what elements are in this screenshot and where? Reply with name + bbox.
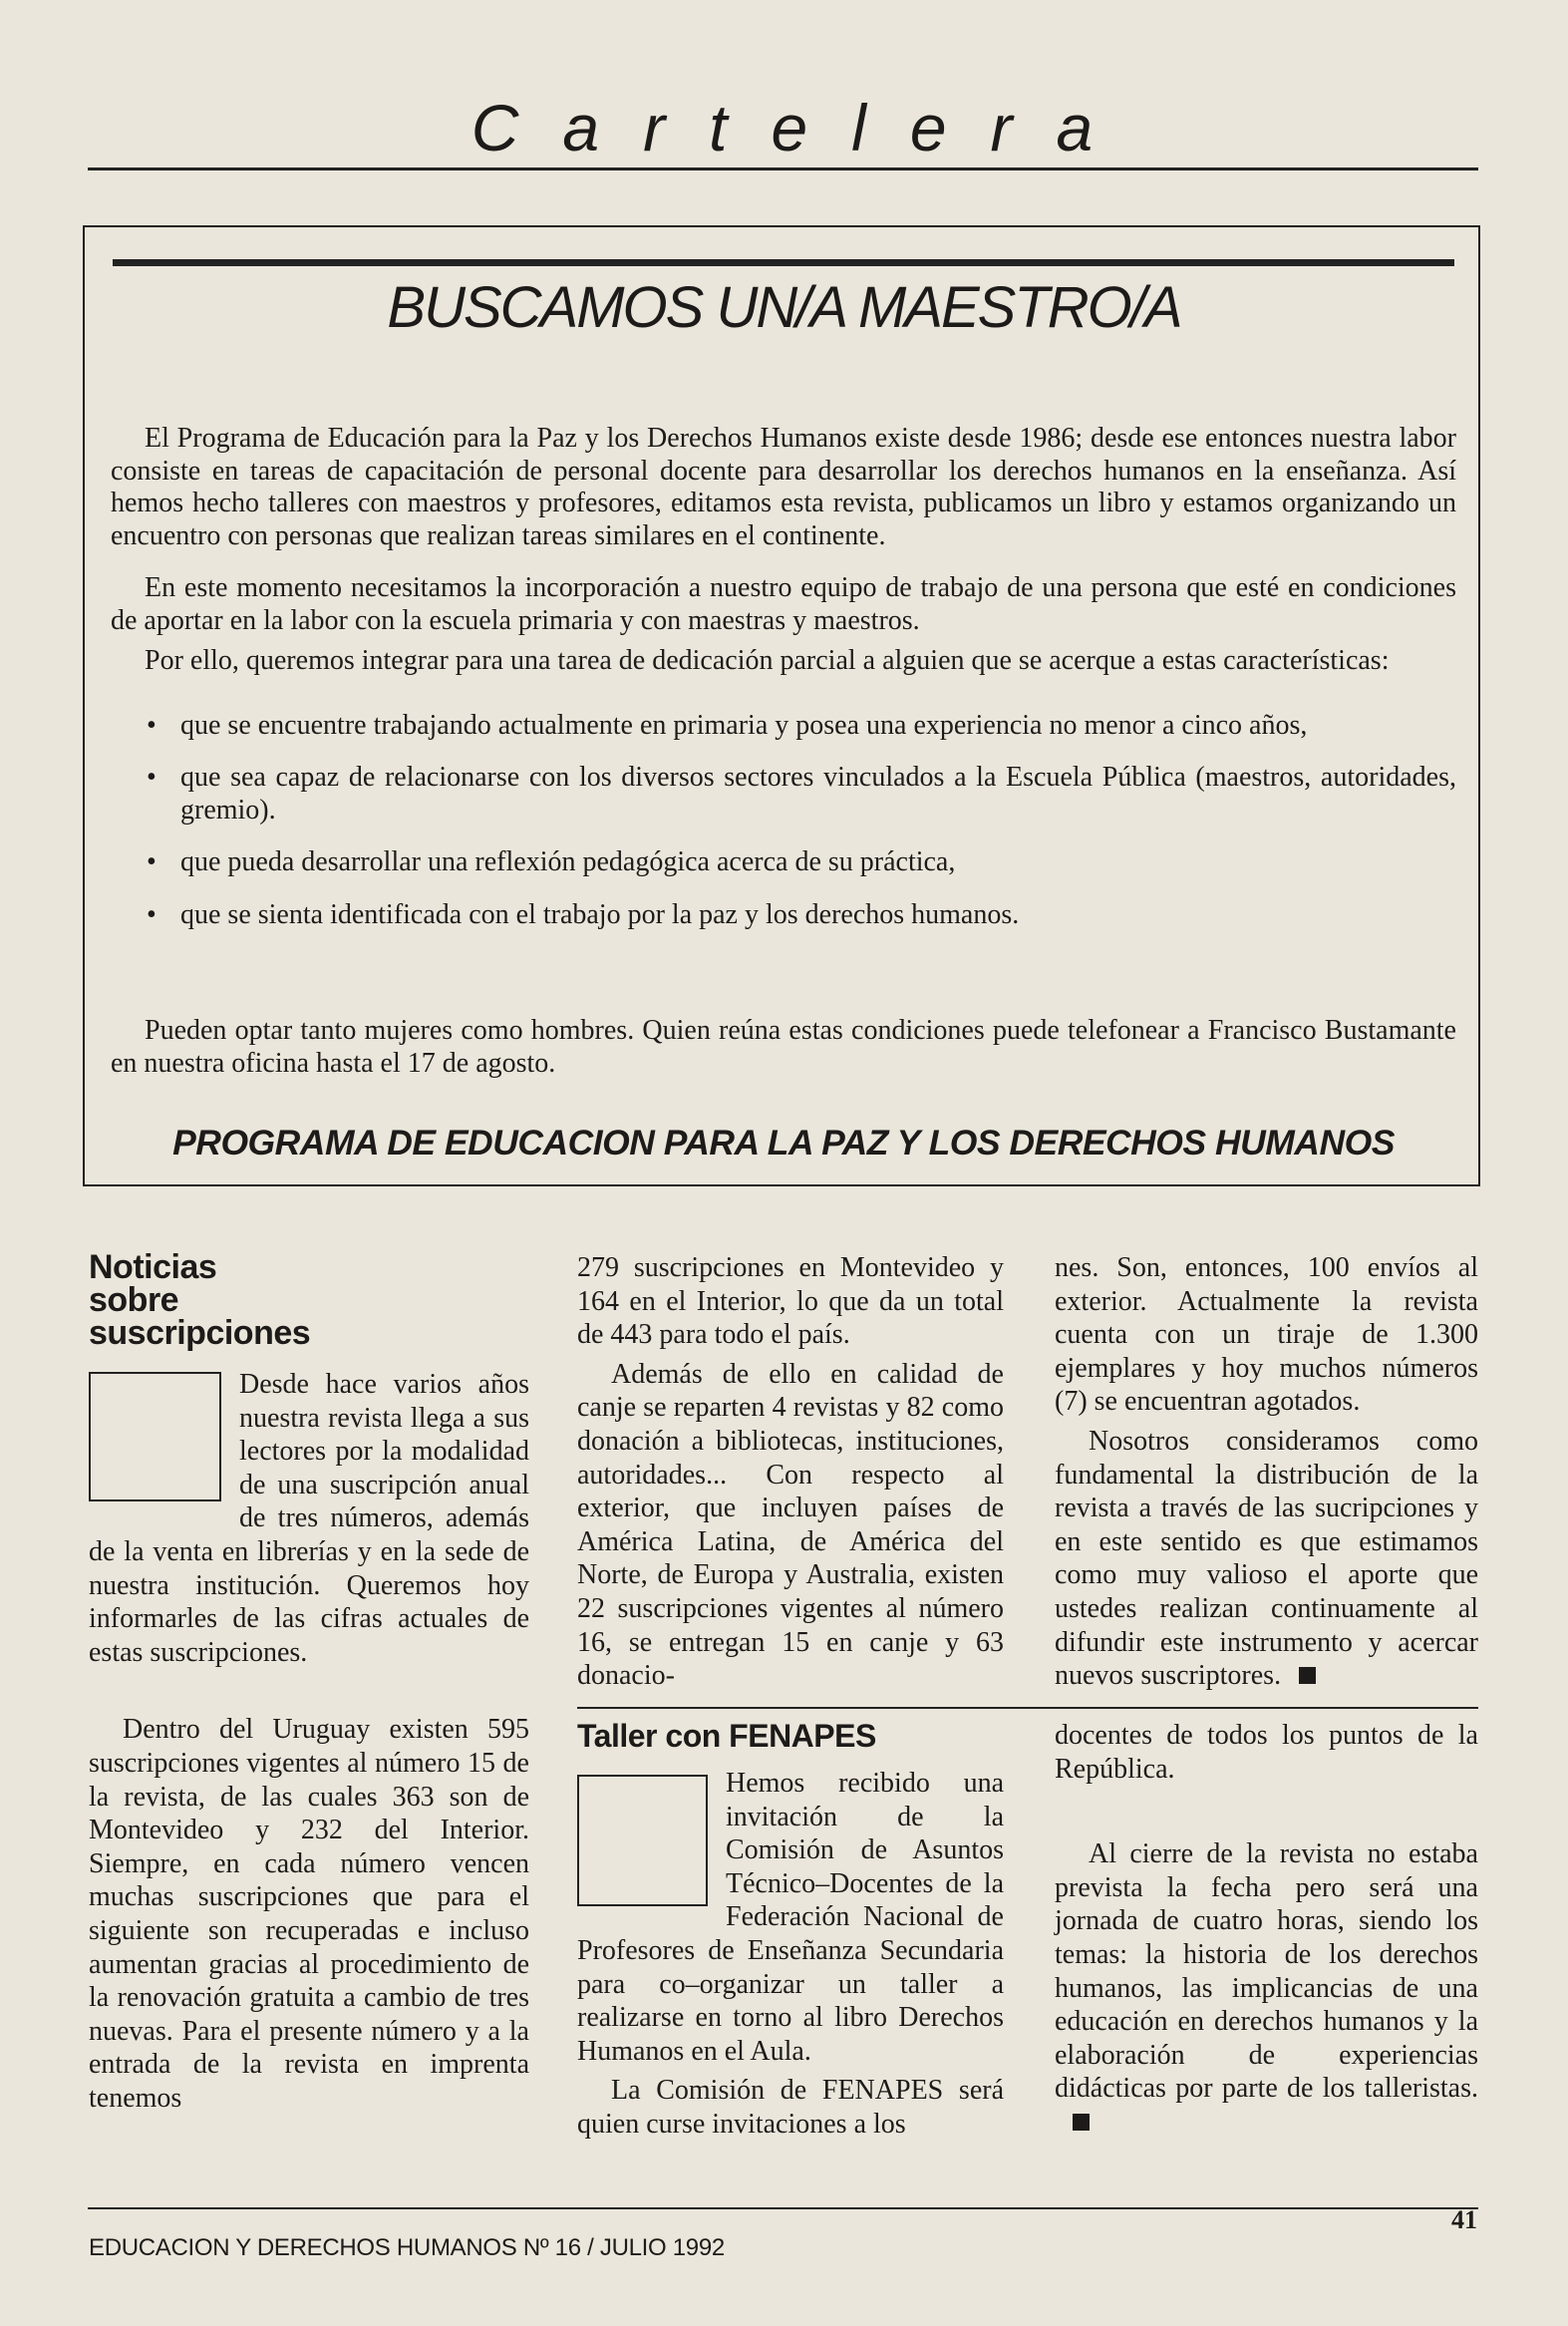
noticias-column-2 <box>577 1251 1004 1693</box>
paragraph-text: Al cierre de la revista no estaba prevista la fecha pero será una jornada de cuatro horas, siendo los temas: la historia de los derechos humanos, las implicancias de una educación en derechos humanos y la elaboración de experiencias didácticas por parte de los talleristas. <box>1055 1838 1478 2105</box>
list-item <box>111 899 1456 932</box>
taller-paragraph: La Comisión de FENAPES será quien curse invitaciones a los <box>577 2075 1004 2140</box>
section-title: Cartelera <box>470 91 1137 165</box>
noticias-paragraph: Además de ello en calidad de canje se reparten 4 revistas y 82 como donación a bibliotecas, instituciones, autoridades... Con respecto al exterior, que incluyen países de América Latina, de América del Norte, de Europa y Australia, existen 22 suscripciones vigentes al número 16, se entregan 15 en canje y 63 donacio- <box>577 1358 1004 1692</box>
ad-paragraph: En este momento necesitamos la incorporación a nuestro equipo de trabajo de una persona que esté en condiciones de aportar en la labor con la escuela primaria y con maestras y maestros. <box>111 572 1456 636</box>
list-item <box>111 762 1456 827</box>
taller-heading: Taller con FENAPES <box>577 1718 876 1754</box>
list-item-text: que se sienta identificada con el trabajo por la paz y los derechos humanos. <box>180 898 1020 930</box>
ad-signature: PROGRAMA DE EDUCACION PARA LA PAZ Y LOS DERECHOS HUMANOS <box>172 1123 1395 1163</box>
footer-rule <box>88 2207 1478 2209</box>
heading-line: Noticias <box>89 1248 217 1286</box>
noticias-paragraph <box>1055 1425 1478 1693</box>
noticias-heading <box>89 1248 529 1352</box>
ad-closing-paragraph: Pueden optar tanto mujeres como hombres. Quien reúna estas condiciones puede telefonear a Francisco Bustamante en nuestra oficina hasta el 17 de agosto. <box>111 1015 1456 1079</box>
bullet: • <box>147 762 157 793</box>
publication-footer: EDUCACION Y DERECHOS HUMANOS Nº 16 / JULIO 1992 <box>89 2234 725 2261</box>
taller-column-2 <box>1055 1719 1478 2140</box>
noticias-paragraph: 279 suscripciones en Montevideo y 164 en el Interior, lo que da un total de 443 para todo el país. <box>577 1252 1004 1351</box>
ad-paragraph: Por ello, queremos integrar para una tarea de dedicación parcial a alguien que se acerque a estas características: <box>145 645 1390 676</box>
bullet: • <box>147 898 157 930</box>
list-item <box>111 846 1456 879</box>
heading-line: suscripciones <box>89 1314 311 1352</box>
noticias-paragraph: nes. Son, entonces, 100 envíos al exterior. Actualmente la revista cuenta con un tiraje de 1.300 ejemplares y hoy muchos números (7) se encuentran agotados. <box>1055 1252 1478 1418</box>
heading-line: sobre <box>89 1281 179 1319</box>
ad-title: BUSCAMOS UN/A MAESTRO/A <box>387 275 1181 340</box>
bullet: • <box>147 709 157 741</box>
page-number: 41 <box>1451 2205 1477 2234</box>
ad-requirements-list <box>111 710 1456 932</box>
section-divider <box>577 1707 1478 1709</box>
noticias-paragraph: Desde hace varios años nuestra revista llega a sus lectores por la modalidad de una suscripción anual de tres números, además de la venta en librerías y en la sede de nuestra institución. Queremos hoy informarles de las cifras actuales de estas suscripciones. <box>89 1369 529 1668</box>
list-item-text: que sea capaz de relacionarse con los diversos sectores vinculados a la Escuela Pública (maestros, autoridades, gremio). <box>180 762 1456 826</box>
end-mark <box>1073 2114 1090 2131</box>
drop-cap-box <box>577 1775 708 1906</box>
bullet: • <box>147 846 157 877</box>
noticias-paragraph: Dentro del Uruguay existen 595 suscripciones vigentes al número 15 de la revista, de las cuales 363 son de Montevideo y 232 del Interior. Siempre, en cada número vencen muchas suscripciones que para el siguiente son recuperadas e incluso aumentan gracias al procedimiento de la renovación gratuita a cambio de tres nuevas. Para el presente número y a la entrada de la revista en imprenta tenemos <box>89 1714 529 2114</box>
drop-cap-box <box>89 1372 221 1501</box>
list-item <box>111 710 1456 743</box>
ad-body <box>111 423 1456 959</box>
ad-top-rule <box>113 259 1454 266</box>
taller-paragraph: Hemos recibido una invitación de la Comisión de Asuntos Técnico–Docentes de la Federación Nacional de Profesores de Enseñanza Secundaria para co–organizar un taller a realizarse en torno al libro Derechos Humanos en el Aula. <box>577 1768 1004 2067</box>
end-mark <box>1299 1667 1316 1684</box>
header-rule <box>88 167 1478 170</box>
taller-paragraph: docentes de todos los puntos de la República. <box>1055 1720 1478 1785</box>
taller-paragraph <box>1055 1837 1478 2139</box>
noticias-column-1 <box>89 1248 529 2115</box>
list-item-text: que se encuentre trabajando actualmente en primaria y posea una experiencia no menor a cinco años, <box>180 709 1308 741</box>
list-item-text: que pueda desarrollar una reflexión pedagógica acerca de su práctica, <box>180 846 956 877</box>
taller-column <box>577 1720 1004 2142</box>
paragraph-text: Nosotros consideramos como fundamental la distribución de la revista a través de las sucripciones y en este sentido es que estimamos como muy valioso el aporte que ustedes realizan continuamente al difundir este instrumento y acercar nuevos suscriptores. <box>1055 1425 1478 1692</box>
noticias-column-3 <box>1055 1251 1478 1693</box>
ad-paragraph: El Programa de Educación para la Paz y los Derechos Humanos existe desde 1986; desde ese entonces nuestra labor consiste en tareas de capacitación de personal docente para desarrollar los derechos humanos en la enseñanza. Así hemos hecho talleres con maestros y profesores, editamos esta revista, publicamos un libro y estamos organizando un encuentro con personas que realizan tareas similares en el continente. <box>111 423 1456 551</box>
